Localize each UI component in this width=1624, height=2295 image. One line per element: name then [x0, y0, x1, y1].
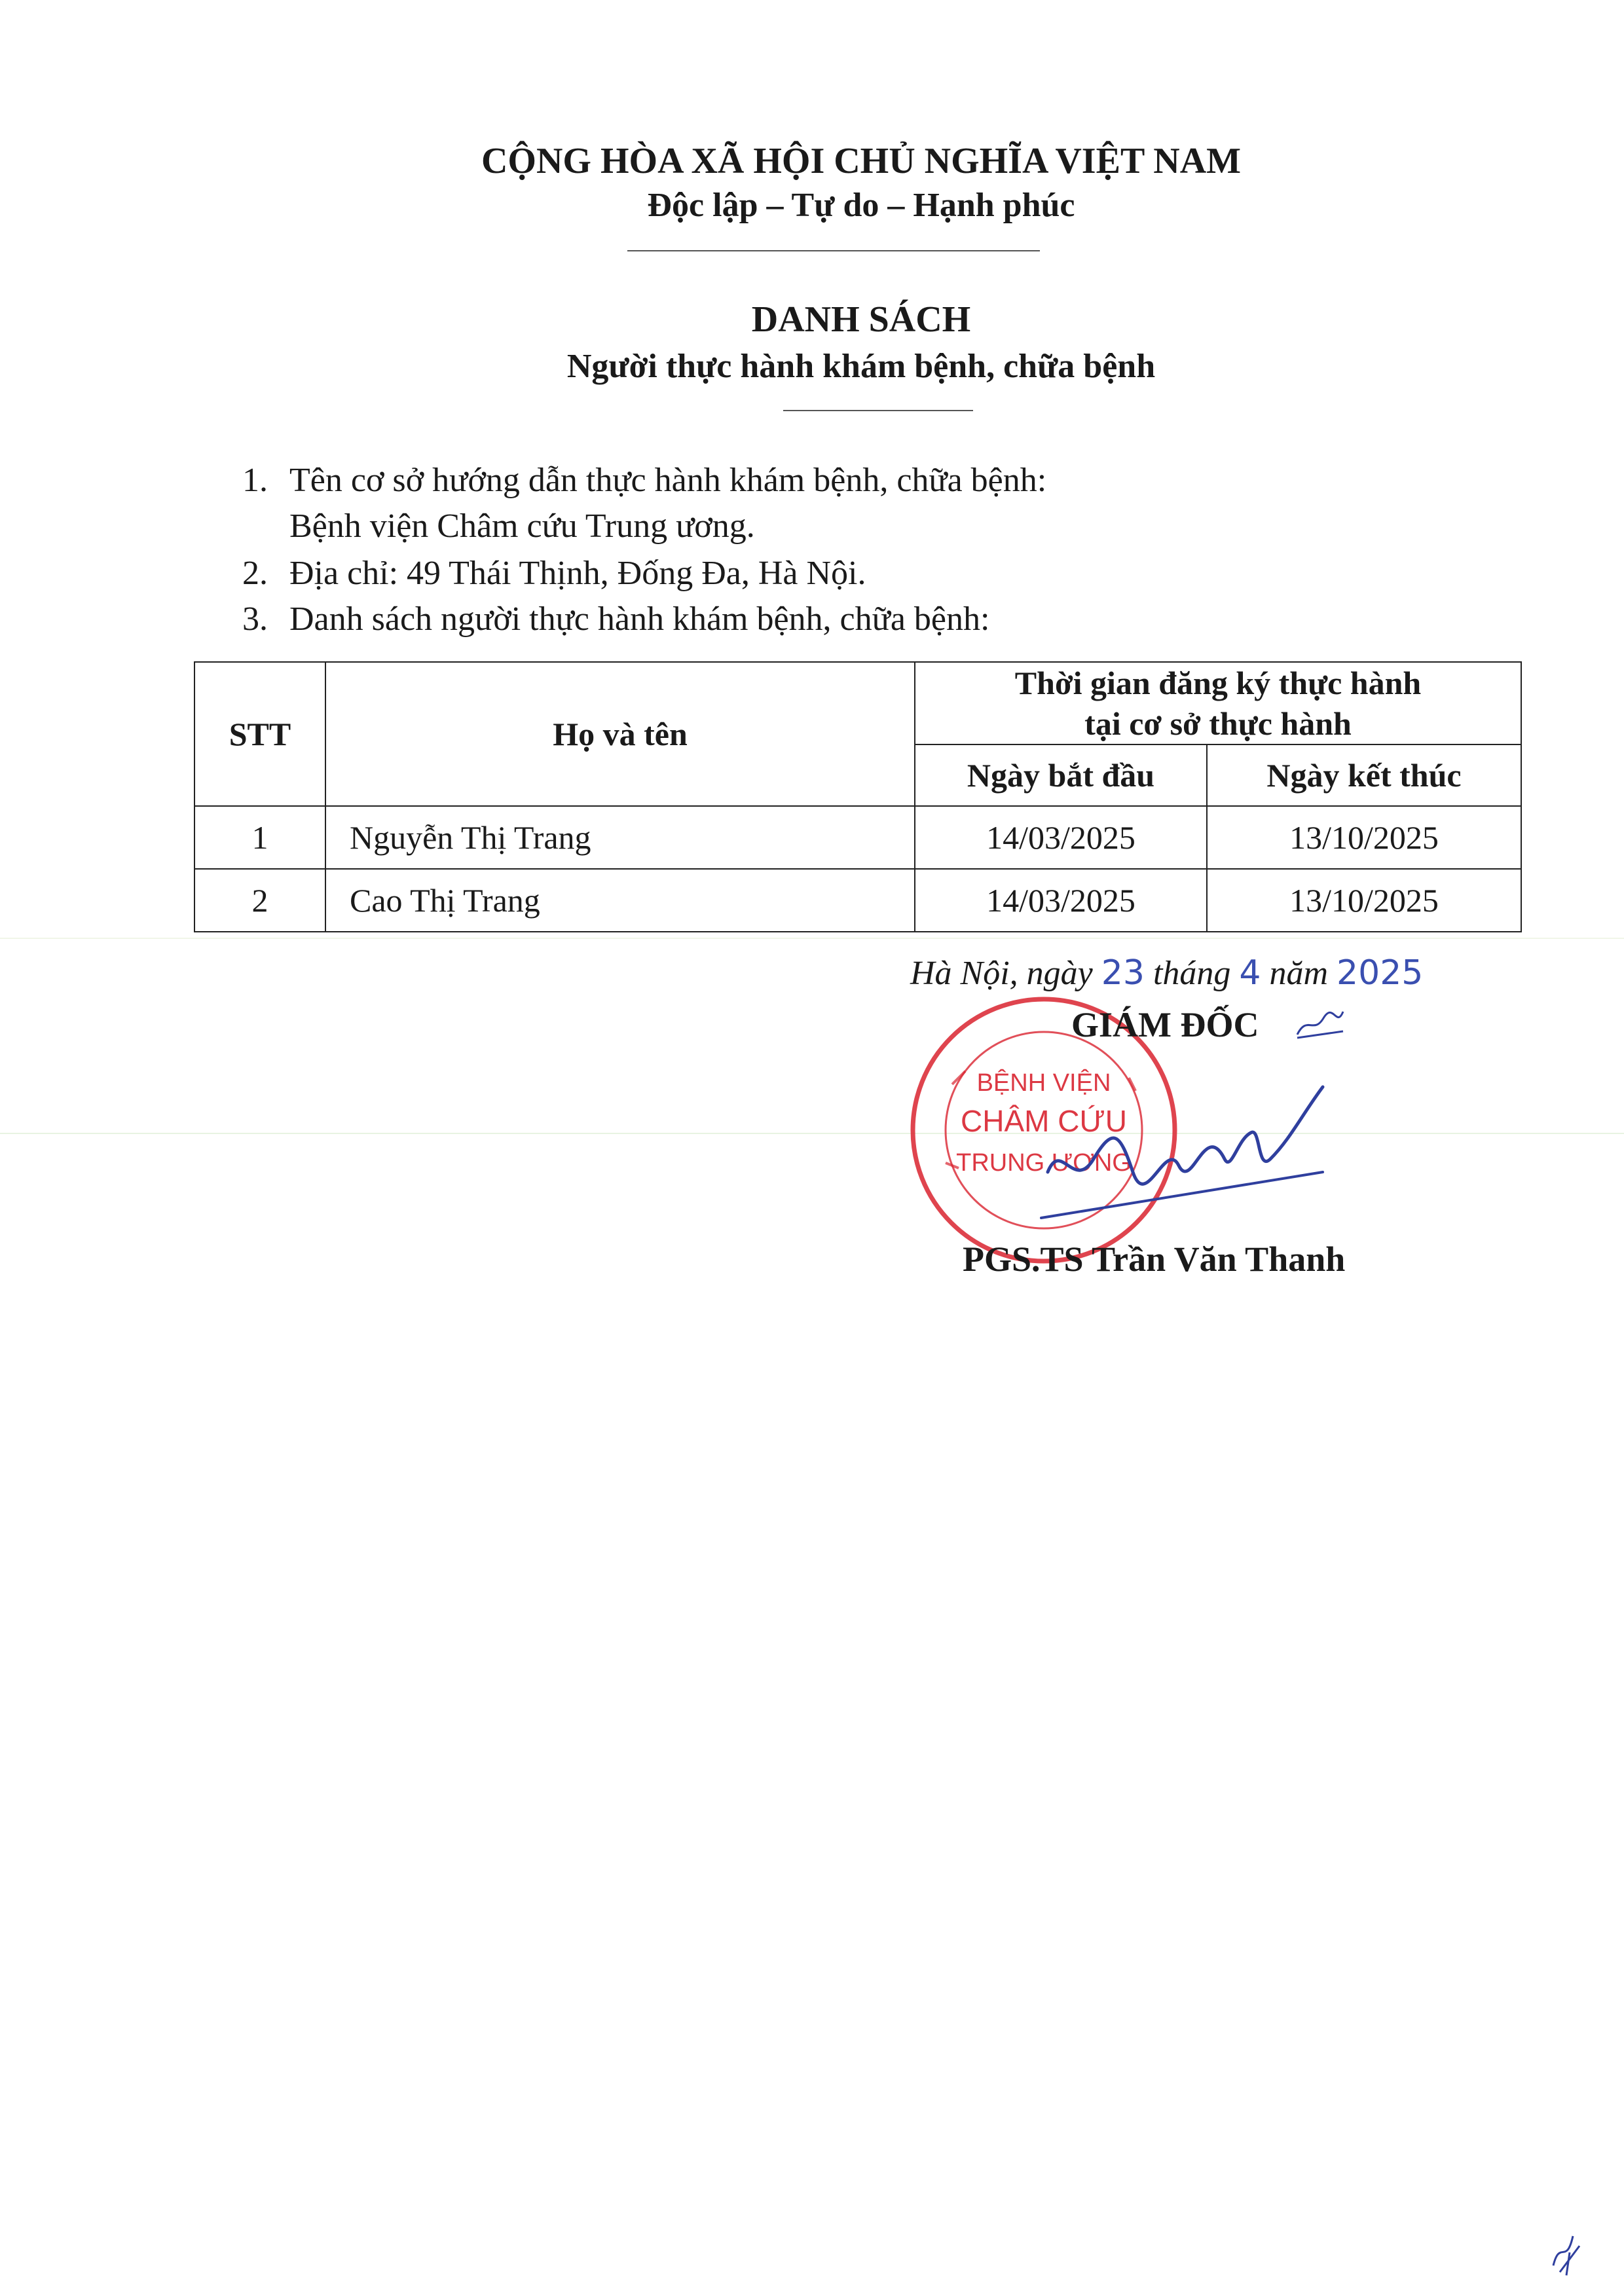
cell-name: Cao Thị Trang — [325, 869, 915, 932]
info-text: Bệnh viện Châm cứu Trung ương. — [289, 507, 755, 545]
header-line: tại cơ sở thực hành — [1084, 705, 1352, 742]
info-item-facility-name — [289, 503, 755, 550]
cell-start-date: 14/03/2025 — [915, 869, 1207, 932]
column-header-end-date: Ngày kết thúc — [1207, 744, 1521, 806]
date-year: 2025 — [1337, 953, 1424, 993]
info-text: Địa chỉ: 49 Thái Thịnh, Đống Đa, Hà Nội. — [289, 555, 866, 592]
header-divider — [627, 250, 1040, 251]
national-title: CỘNG HÒA XÃ HỘI CHỦ NGHĨA VIỆT NAM — [481, 141, 1242, 181]
table-row — [194, 806, 1521, 869]
info-item-list — [242, 596, 989, 643]
scan-artifact — [0, 1133, 1624, 1134]
cell-stt: 2 — [194, 869, 325, 932]
cell-start-date: 14/03/2025 — [915, 806, 1207, 869]
scan-artifact — [0, 938, 1624, 939]
stamp-text-line3: TRUNG ƯƠNG — [956, 1149, 1132, 1177]
signing-date — [910, 953, 1423, 993]
initials-mark — [1294, 1008, 1346, 1041]
date-day: 23 — [1101, 953, 1145, 993]
info-text: Tên cơ sở hướng dẫn thực hành khám bệnh, chữa bệnh: — [289, 462, 1047, 499]
date-month: 4 — [1239, 953, 1261, 993]
column-header-start-date: Ngày bắt đầu — [915, 744, 1207, 806]
date-year-label: năm — [1269, 955, 1329, 992]
table-row — [194, 869, 1521, 932]
signer-name: PGS.TS Trần Văn Thanh — [963, 1239, 1346, 1279]
column-header-stt: STT — [194, 662, 325, 806]
info-item-facility — [242, 457, 1046, 504]
stamp-text-line1: BỆNH VIỆN — [976, 1069, 1111, 1097]
info-number: 2. — [242, 555, 268, 592]
date-month-label: tháng — [1153, 955, 1231, 992]
signer-position: GIÁM ĐỐC — [1071, 1005, 1259, 1044]
cell-end-date: 13/10/2025 — [1207, 806, 1521, 869]
stamp-text-line2: CHÂM CỨU — [961, 1104, 1127, 1138]
title-divider — [783, 410, 973, 411]
cell-stt: 1 — [194, 806, 325, 869]
info-number: 3. — [242, 600, 268, 638]
document-title: DANH SÁCH — [751, 299, 971, 340]
date-prefix: Hà Nội, ngày — [910, 955, 1093, 992]
info-text: Danh sách người thực hành khám bệnh, chữa bệnh: — [289, 600, 990, 638]
document-subtitle: Người thực hành khám bệnh, chữa bệnh — [566, 348, 1156, 385]
column-header-registration-period — [915, 662, 1521, 744]
header-line: Thời gian đăng ký thực hành — [1014, 665, 1422, 701]
handwritten-signature — [1035, 1061, 1336, 1231]
national-motto: Độc lập – Tự do – Hạnh phúc — [647, 187, 1075, 224]
practitioner-table — [194, 661, 1522, 932]
info-item-address — [242, 550, 866, 597]
column-header-name: Họ và tên — [325, 662, 915, 806]
page-initials-mark — [1547, 2226, 1586, 2279]
cell-name: Nguyễn Thị Trang — [325, 806, 915, 869]
info-number: 1. — [242, 462, 268, 499]
cell-end-date: 13/10/2025 — [1207, 869, 1521, 932]
